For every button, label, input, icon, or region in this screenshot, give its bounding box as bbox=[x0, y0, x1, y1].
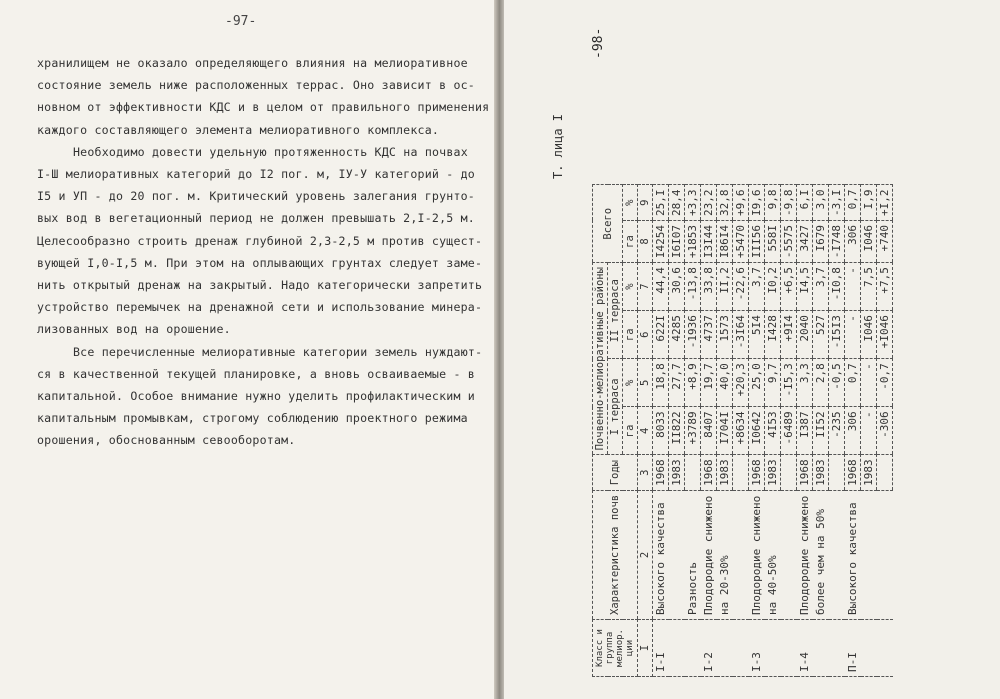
soil-cell bbox=[877, 490, 893, 619]
value-cell: I0,2 bbox=[765, 263, 781, 311]
data-table bbox=[592, 184, 893, 677]
header-pct: % bbox=[623, 185, 638, 221]
table-row bbox=[749, 185, 765, 677]
value-cell: 30,6 bbox=[669, 263, 685, 311]
value-cell: -3,I bbox=[829, 185, 845, 221]
header-terrace-1: I терраса bbox=[608, 359, 623, 455]
value-cell: -13,8 bbox=[685, 263, 701, 311]
soil-cell: Плодородие снижено bbox=[797, 490, 813, 619]
value-cell: 527 bbox=[813, 311, 829, 359]
value-cell: 19,7 bbox=[701, 359, 717, 407]
value-cell: 3,0 bbox=[813, 185, 829, 221]
class-cell bbox=[829, 620, 845, 677]
value-cell: -306 bbox=[877, 407, 893, 455]
year-cell bbox=[733, 455, 749, 491]
body-line: вых вод в вегетационный период не должен превышать 2,I-2,5 м. bbox=[37, 211, 475, 226]
value-cell: -235 bbox=[829, 407, 845, 455]
col-number: 8 bbox=[638, 220, 653, 262]
value-cell: - bbox=[861, 359, 877, 407]
year-cell: 1968 bbox=[797, 455, 813, 491]
soil-cell bbox=[861, 490, 877, 619]
header-years: Годы bbox=[593, 455, 638, 491]
class-cell bbox=[669, 620, 685, 677]
body-line: Все перечисленные мелиоративные категории земель нуждают- bbox=[73, 344, 483, 359]
value-cell: 558I bbox=[765, 220, 781, 262]
body-line: вующей I,0-I,5 м. При этом на оплывающих грунтах следует заме- bbox=[37, 255, 483, 270]
table-row bbox=[845, 185, 861, 677]
year-cell: 1968 bbox=[845, 455, 861, 491]
table-wrapper bbox=[592, 184, 893, 677]
value-cell: +I046 bbox=[877, 311, 893, 359]
body-line: каждого составляющего элемента мелиоративного комплекса. bbox=[37, 122, 440, 137]
body-line: I5 и УП - до 20 пог. м. Критический уровень залегания грунто- bbox=[37, 189, 475, 204]
value-cell: 0,7 bbox=[845, 185, 861, 221]
value-cell: -22,6 bbox=[733, 263, 749, 311]
value-cell: III56 bbox=[749, 220, 765, 262]
header-ga: га bbox=[623, 407, 638, 455]
header-class: Класс и группа мелиор. ции bbox=[593, 620, 638, 677]
year-cell: 1983 bbox=[669, 455, 685, 491]
value-cell: I,9 bbox=[861, 185, 877, 221]
value-cell: 1573 bbox=[717, 311, 733, 359]
class-cell: I-3 bbox=[749, 620, 765, 677]
class-cell: I-2 bbox=[701, 620, 717, 677]
value-cell: 7,5 bbox=[861, 263, 877, 311]
value-cell: +5470 bbox=[733, 220, 749, 262]
year-cell: 1983 bbox=[717, 455, 733, 491]
year-cell bbox=[829, 455, 845, 491]
value-cell: 3,7 bbox=[813, 263, 829, 311]
value-cell: I86I4 bbox=[717, 220, 733, 262]
class-cell bbox=[781, 620, 797, 677]
value-cell: I428 bbox=[765, 311, 781, 359]
class-cell: П-I bbox=[845, 620, 861, 677]
header-terrace-2: II терраса bbox=[608, 263, 623, 359]
year-cell: 1983 bbox=[861, 455, 877, 491]
body-line: Необходимо довести удельную протяженность КДС на почвах bbox=[73, 144, 468, 159]
value-cell: -5575 bbox=[781, 220, 797, 262]
soil-cell: Плодородие снижено bbox=[749, 490, 765, 619]
value-cell: 44,4 bbox=[653, 263, 669, 311]
soil-cell: более чем на 50% bbox=[813, 490, 829, 619]
table-row bbox=[717, 185, 733, 677]
value-cell: I6I07 bbox=[669, 220, 685, 262]
col-number: 9 bbox=[638, 185, 653, 221]
soil-cell bbox=[829, 490, 845, 619]
class-cell bbox=[765, 620, 781, 677]
value-cell: 2040 bbox=[797, 311, 813, 359]
header-soil: Характеристика почв bbox=[593, 490, 638, 619]
value-cell: II52 bbox=[813, 407, 829, 455]
class-cell bbox=[813, 620, 829, 677]
soil-cell bbox=[781, 490, 797, 619]
header-ga: га bbox=[623, 220, 638, 262]
soil-cell: на 40-50% bbox=[765, 490, 781, 619]
value-cell: 4737 bbox=[701, 311, 717, 359]
col-number: 4 bbox=[638, 407, 653, 455]
table-row bbox=[813, 185, 829, 677]
value-cell: 25,I bbox=[653, 185, 669, 221]
body-line: капитальной. Особое внимание нужно уделить профилактическим и bbox=[37, 389, 475, 404]
year-cell: 1968 bbox=[701, 455, 717, 491]
class-cell bbox=[717, 620, 733, 677]
year-cell bbox=[781, 455, 797, 491]
col-number: 2 bbox=[638, 490, 653, 619]
right-page-number: -98- bbox=[591, 27, 606, 59]
value-cell: -6489 bbox=[781, 407, 797, 455]
value-cell: I704I bbox=[717, 407, 733, 455]
table-row bbox=[701, 185, 717, 677]
soil-cell: Высокого качества bbox=[653, 490, 669, 619]
value-cell: 3,7 bbox=[749, 263, 765, 311]
value-cell: 6,I bbox=[797, 185, 813, 221]
body-line: капитальным промывкам, строгому соблюдению проектного режима bbox=[37, 411, 468, 426]
table-row bbox=[765, 185, 781, 677]
year-cell: 1983 bbox=[765, 455, 781, 491]
body-line: Целесообразно строить дренаж глубиной 2,3-2,5 м против сущест- bbox=[37, 233, 483, 248]
value-cell: -I5I3 bbox=[829, 311, 845, 359]
value-cell: I0642 bbox=[749, 407, 765, 455]
table-row bbox=[669, 185, 685, 677]
value-cell: I9,6 bbox=[749, 185, 765, 221]
body-line: I-Ш мелиоративных категорий до I2 пог. м, IУ-У категорий - до bbox=[37, 167, 475, 182]
value-cell: 9,7 bbox=[765, 359, 781, 407]
body-line: нить открытый дренаж на закрытый. Надо категорически запретить bbox=[37, 278, 483, 293]
value-cell: II822 bbox=[669, 407, 685, 455]
value-cell: 32,8 bbox=[717, 185, 733, 221]
header-regions: Почвенно-мелиоративные районы bbox=[593, 263, 608, 455]
class-cell: I-I bbox=[653, 620, 669, 677]
value-cell: 3427 bbox=[797, 220, 813, 262]
value-cell: 2,8 bbox=[813, 359, 829, 407]
value-cell: 8033 bbox=[653, 407, 669, 455]
table-row bbox=[733, 185, 749, 677]
value-cell: I3I44 bbox=[701, 220, 717, 262]
value-cell: +740 bbox=[877, 220, 893, 262]
table-row bbox=[797, 185, 813, 677]
value-cell: +20,3 bbox=[733, 359, 749, 407]
class-cell bbox=[861, 620, 877, 677]
table-row bbox=[861, 185, 877, 677]
year-cell bbox=[877, 455, 893, 491]
table-row bbox=[829, 185, 845, 677]
body-line: хранилищем не оказало определяющего влияния на мелиоративное bbox=[37, 56, 468, 70]
col-number: I bbox=[638, 620, 653, 677]
value-cell: +9,6 bbox=[733, 185, 749, 221]
value-cell: 33,8 bbox=[701, 263, 717, 311]
value-cell: I387 bbox=[797, 407, 813, 455]
value-cell: 27,7 bbox=[669, 359, 685, 407]
header-ga: га bbox=[623, 311, 638, 359]
body-line: орошения, обоснованным севооборотам. bbox=[37, 433, 296, 448]
value-cell: 0,7 bbox=[845, 359, 861, 407]
value-cell: II,2 bbox=[717, 263, 733, 311]
left-page-number: -97- bbox=[225, 14, 257, 29]
value-cell: 23,2 bbox=[701, 185, 717, 221]
value-cell: +6,5 bbox=[781, 263, 797, 311]
value-cell: +7,5 bbox=[877, 263, 893, 311]
value-cell: +3789 bbox=[685, 407, 701, 455]
year-cell: 1983 bbox=[813, 455, 829, 491]
header-pct: % bbox=[623, 263, 638, 311]
value-cell: - bbox=[845, 311, 861, 359]
table-row bbox=[877, 185, 893, 677]
value-cell: 4I53 bbox=[765, 407, 781, 455]
value-cell: +1853 bbox=[685, 220, 701, 262]
rotated-table-area bbox=[496, 0, 992, 699]
value-cell: 18,8 bbox=[653, 359, 669, 407]
value-cell: 3,3 bbox=[797, 359, 813, 407]
value-cell: - bbox=[861, 407, 877, 455]
year-cell: 1968 bbox=[749, 455, 765, 491]
value-cell: 306 bbox=[845, 220, 861, 262]
col-number: 7 bbox=[638, 263, 653, 311]
body-line: ся в качественной текущей планировке, а вновь осваиваемые - в bbox=[37, 366, 475, 381]
value-cell: I046 bbox=[861, 220, 877, 262]
body-line: лизованных вод на орошение. bbox=[37, 322, 231, 337]
class-cell bbox=[877, 620, 893, 677]
value-cell: +8634 bbox=[733, 407, 749, 455]
value-cell: 25,0 bbox=[749, 359, 765, 407]
left-page-body bbox=[37, 52, 490, 452]
value-cell: 28,4 bbox=[669, 185, 685, 221]
class-cell bbox=[685, 620, 701, 677]
year-cell: 1968 bbox=[653, 455, 669, 491]
table-row bbox=[781, 185, 797, 677]
soil-cell bbox=[669, 490, 685, 619]
header-total: Всего bbox=[593, 185, 623, 263]
value-cell: -0,7 bbox=[877, 359, 893, 407]
soil-cell: Высокого качества bbox=[845, 490, 861, 619]
table-body bbox=[653, 185, 893, 677]
value-cell: 9,8 bbox=[765, 185, 781, 221]
value-cell: +3,3 bbox=[685, 185, 701, 221]
left-page bbox=[0, 0, 496, 699]
class-cell bbox=[733, 620, 749, 677]
body-line: устройство перемычек на дренажной сети и использование минера- bbox=[37, 300, 483, 315]
table-row bbox=[685, 185, 701, 677]
value-cell: I679 bbox=[813, 220, 829, 262]
year-cell bbox=[685, 455, 701, 491]
value-cell: +I,2 bbox=[877, 185, 893, 221]
col-number: 5 bbox=[638, 359, 653, 407]
value-cell: I4254 bbox=[653, 220, 669, 262]
value-cell: -3I64 bbox=[733, 311, 749, 359]
table-row bbox=[653, 185, 669, 677]
class-cell: I-4 bbox=[797, 620, 813, 677]
col-number: 6 bbox=[638, 311, 653, 359]
value-cell: I4,5 bbox=[797, 263, 813, 311]
value-cell: 622I bbox=[653, 311, 669, 359]
value-cell: -I0,8 bbox=[829, 263, 845, 311]
value-cell: I046 bbox=[861, 311, 877, 359]
value-cell: -I5,3 bbox=[781, 359, 797, 407]
value-cell: 306 bbox=[845, 407, 861, 455]
value-cell: +8,9 bbox=[685, 359, 701, 407]
body-line: новном от эффективности КДС и в целом от правильного применения bbox=[37, 100, 490, 115]
table-caption: Т. лица I bbox=[551, 113, 565, 179]
value-cell: -9,8 bbox=[781, 185, 797, 221]
value-cell: +9I4 bbox=[781, 311, 797, 359]
value-cell: -1936 bbox=[685, 311, 701, 359]
body-line: состояние земель ниже расположенных террас. Оно зависит в ос- bbox=[37, 78, 475, 93]
soil-cell: на 20-30% bbox=[717, 490, 733, 619]
value-cell: 4285 bbox=[669, 311, 685, 359]
soil-cell: Плодородие снижено bbox=[701, 490, 717, 619]
value-cell: 40,0 bbox=[717, 359, 733, 407]
header-pct: % bbox=[623, 359, 638, 407]
value-cell: -I748 bbox=[829, 220, 845, 262]
soil-cell: Разность bbox=[685, 490, 701, 619]
value-cell: -0,5 bbox=[829, 359, 845, 407]
col-number: 3 bbox=[638, 455, 653, 491]
value-cell: - bbox=[845, 263, 861, 311]
value-cell: 8407 bbox=[701, 407, 717, 455]
soil-cell bbox=[733, 490, 749, 619]
value-cell: 5I4 bbox=[749, 311, 765, 359]
